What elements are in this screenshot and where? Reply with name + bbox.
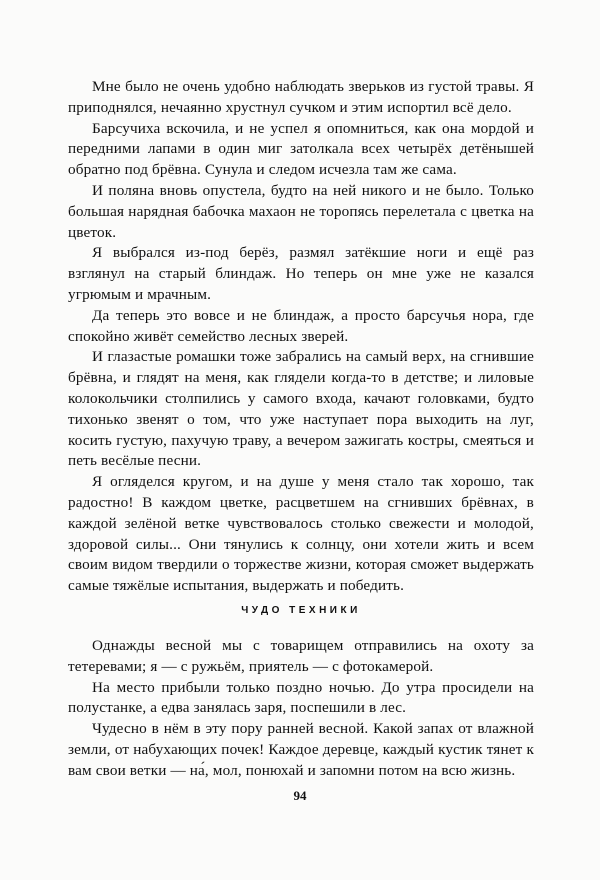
paragraph: Однажды весной мы с товарищем отправились на охоту за тетеревами; я — с ружьём, приятель — с фотокамерой. bbox=[68, 637, 534, 675]
paragraph: Я огляделся кругом, и на душе у меня стало так хорошо, так радостно! В каждом цветке, расцветшем на сгнивших брёвнах, в каждой зелёной ветке чувствовалось столько свежести и молодой, здоровой силы... Они тянулись к солнцу, они хотели жить и всем своим видом твердили о торжестве жизни, которая сможет выдержать самые тяжёлые испытания, выдержать и победить. bbox=[68, 473, 534, 595]
paragraph: И поляна вновь опустела, будто на ней никого и не было. Только большая нарядная бабочка махаон не торопясь перелетала с цветка на цветок. bbox=[68, 181, 534, 241]
paragraph: И глазастые ромашки тоже забрались на самый верх, на сгнившие брёвна, и глядят на меня, как глядели когда-то в детстве; и лиловые колокольчики столпились у самого входа, качают головками, будто тихонько звенят о том, что уже наступает пора выходить на луг, косить густую, пахучую траву, а вечером зажигать костры, смеяться и петь весёлые песни. bbox=[68, 348, 534, 470]
page-number: 94 bbox=[293, 788, 307, 803]
paragraph: Мне было не очень удобно наблюдать зверьков из густой травы. Я приподнялся, нечаянно хрустнул сучком и этим испортил всё дело. bbox=[68, 78, 534, 116]
paragraph: Да теперь это вовсе и не блиндаж, а просто барсучья нора, где спокойно живёт семейство лесных зверей. bbox=[68, 306, 534, 345]
paragraph: Барсучиха вскочила, и не успел я опомниться, как она мордой и передними лапами в один миг затолкала всех четырёх детёнышей обратно под брёвна. Сунула и следом исчезла там же сама. bbox=[68, 119, 534, 179]
paragraph: Я выбрался из-под берёз, размял затёкшие ноги и ещё раз взглянул на старый блиндаж. Но теперь он мне уже не казался угрюмым и мрачным. bbox=[68, 244, 534, 303]
section-two-text bbox=[68, 636, 534, 782]
paragraph: Чудесно в нём в эту пору ранней весной. Какой запах от влажной земли, от набухающих почек! Каждое деревце, каждый кустик тянет к вам свои ветки — на́, мол, понюхай и запомни потом на всю жизнь. bbox=[68, 720, 534, 779]
section-title: ЧУДО ТЕХНИКИ bbox=[241, 605, 361, 616]
section-one-text bbox=[68, 77, 534, 597]
paragraph: На место прибыли только поздно ночью. До утра просидели на полустанке, а едва занялась заря, поспешили в лес. bbox=[68, 678, 534, 717]
